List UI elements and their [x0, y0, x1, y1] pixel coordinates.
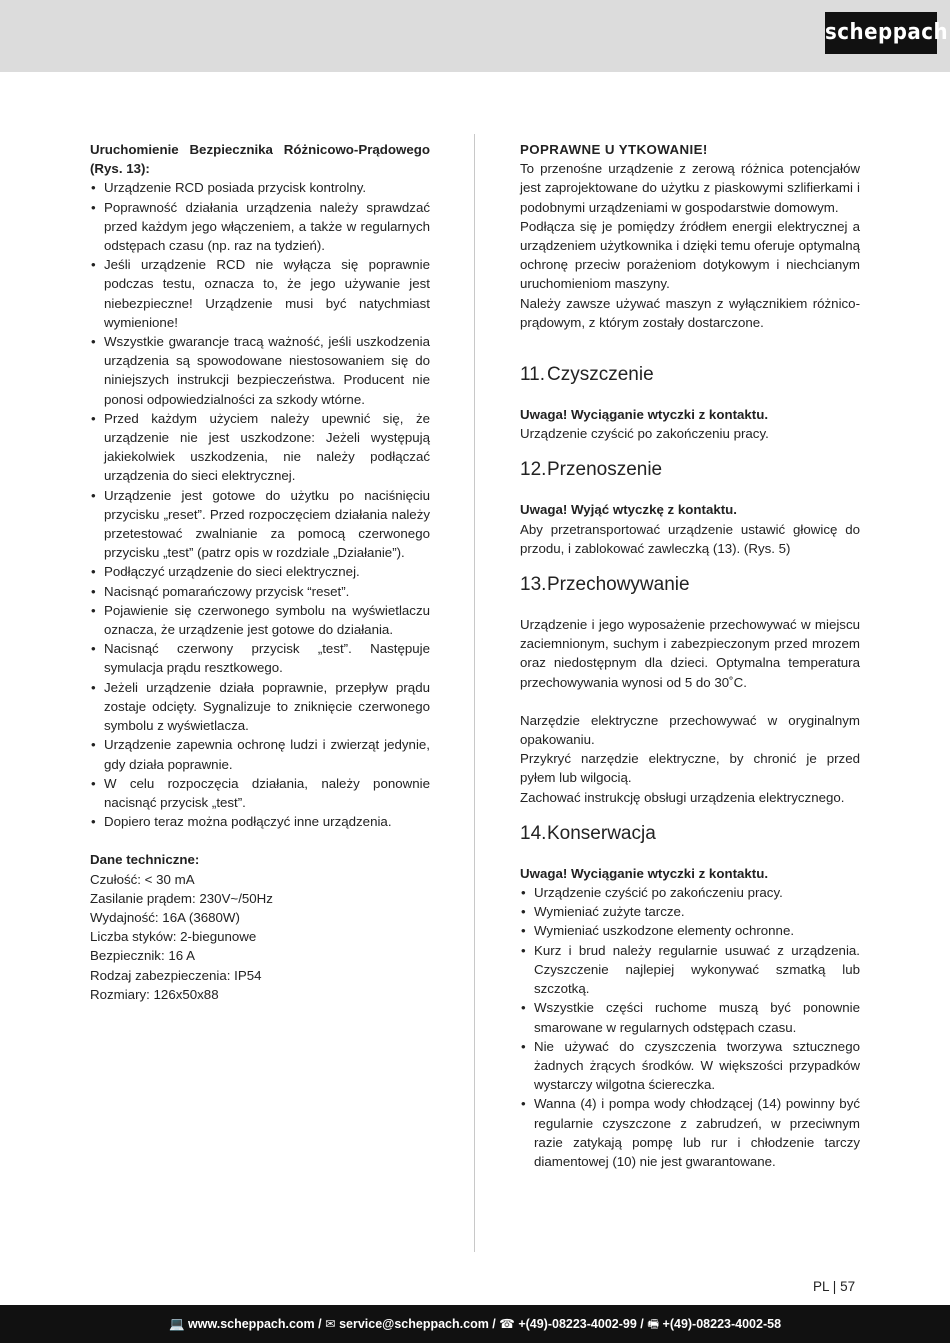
list-item: • Wszystkie części ruchome muszą być ponownie smarowane w regularnych odstępach czasu. — [520, 998, 860, 1036]
tech-spec-line: Bezpiecznik: 16 A — [90, 948, 195, 964]
list-item: • Wymieniać uszkodzone elementy ochronne. — [520, 921, 860, 940]
body-text: Przykryć narzędzie elektryczne, by chronić je przed pyłem lub wilgocią. — [520, 751, 860, 786]
tech-spec-line: Liczba styków: 2-biegunowe — [90, 929, 257, 945]
body-text: Urządzenie czyścić po zakończeniu pracy. — [520, 426, 769, 442]
list-item: • Nie używać do czyszczenia tworzywa sztucznego żadnych żrących środków. W większości przypadków wystarczy wilgotna ściereczka. — [520, 1037, 860, 1095]
list-item: • Urządzenie zapewnia ochronę ludzi i zwierząt jedynie, gdy działa poprawnie. — [90, 735, 430, 773]
tech-spec-line: Czułość: < 30 mA — [90, 871, 195, 887]
footer-bar — [0, 1305, 950, 1343]
fax-icon: 🖷 — [647, 1317, 660, 1331]
column-divider — [474, 134, 475, 1252]
website-link[interactable]: www.scheppach.com — [188, 1317, 315, 1331]
page-number — [813, 1279, 855, 1294]
list-item: • Urządzenie czyścić po zakończeniu pracy. — [520, 883, 860, 902]
section-number: 14. — [520, 822, 547, 844]
list-item: • Podłączyć urządzenie do sieci elektrycznej. — [90, 562, 430, 581]
email-link[interactable]: service@scheppach.com — [339, 1317, 489, 1331]
list-item: • Dopiero teraz można podłączyć inne urządzenia. — [90, 812, 430, 831]
tech-spec-line: Zasilanie prądem: 230V~/50Hz — [90, 890, 273, 906]
section-title: Konserwacja — [547, 822, 656, 844]
body-text: Narzędzie elektryczne przechowywać w oryginalnym opakowaniu. — [520, 712, 860, 748]
page-number-value: 57 — [840, 1279, 856, 1294]
warning-text: Uwaga! Wyciąganie wtyczki z kontaktu. — [520, 865, 769, 881]
list-item: • Wszystkie gwarancje tracą ważność, jeśli uszkodzenia urządzenia są spowodowane niestosowaniem się do niniejszych instrukcji bezpieczeństwa. Producent nie ponosi odpowiedzialności za szkody wtórne. — [90, 332, 430, 409]
body-text: Aby przetransportować urządzenie ustawić głowicę do przodu, i zablokować zawleczką (13). (Rys. 5) — [520, 521, 860, 556]
list-item: • Urządzenie jest gotowe do użytku po naciśnięciu przycisku „reset”. Przed rozpoczęciem działania należy przetestować zwalnianie za pomocą czerwonego przycisku „test” (patrz opis w rozdziale „Działanie”). — [90, 486, 430, 563]
list-item: • Wanna (4) i pompa wody chłodzącej (14) powinny być regularnie czyszczone z zabrudzeń, w przeciwnym razie zatykają pompę lub rur i chłodzenie tarczy diamentowej (10) nie jest gwarantowane. — [520, 1094, 860, 1171]
telephone-icon: ☎ — [499, 1317, 515, 1331]
footer-separator: / — [488, 1317, 500, 1331]
section-title: Przechowywanie — [547, 574, 690, 596]
warning-text: Uwaga! Wyciąganie wtyczki z kontaktu. — [520, 407, 769, 423]
section-number: 12. — [520, 459, 547, 481]
proper-use-paragraph: To przenośne urządzenie z zerową różnica potencjałów jest zaprojektowane do użytku z piaskowymi szlifierkami i podobnymi urządzeniami w gospodarstwie domowym. — [520, 161, 860, 215]
computer-icon: 💻 — [168, 1317, 185, 1331]
proper-use-paragraph: Podłącza się je pomiędzy źródłem energii elektrycznej a urządzeniem użytkownika i dzięki temu oferuje optymalną ochronę przeciw porażeniom dotykowym i niechcianym uruchomieniom maszyny. — [520, 218, 860, 292]
list-item: • Urządzenie RCD posiada przycisk kontrolny. — [90, 178, 430, 197]
section-title: Przenoszenie — [547, 459, 663, 481]
section-number: 13. — [520, 574, 547, 596]
footer-separator: / — [314, 1317, 326, 1331]
rcd-list — [90, 178, 430, 831]
fax-number: +(49)-08223-4002-58 — [662, 1317, 782, 1331]
list-item: • Jeśli urządzenie RCD nie wyłącza się poprawnie podczas testu, oznacza to, że jego używanie jest niebezpieczne! Urządzenie musi być natychmiast wymienione! — [90, 255, 430, 332]
language-code: PL — [813, 1279, 830, 1294]
phone-number: +(49)-08223-4002-99 — [518, 1317, 637, 1331]
section-title: Czyszczenie — [547, 364, 654, 386]
page-separator: | — [832, 1279, 837, 1294]
warning-text: Uwaga! Wyjąć wtyczkę z kontaktu. — [520, 502, 738, 518]
section-number: 11. — [520, 364, 546, 386]
section-heading-storage — [520, 574, 860, 596]
body-text: Zachować instrukcję obsługi urządzenia elektrycznego. — [520, 789, 845, 805]
section-heading-transport — [520, 459, 860, 481]
tech-spec-line: Rozmiary: 126x50x88 — [90, 986, 219, 1002]
tech-spec-line: Wydajność: 16A (3680W) — [90, 909, 240, 925]
list-item: • Przed każdym użyciem należy upewnić się, że urządzenie nie jest uszkodzone: Jeżeli występują jakiekolwiek uszkodzenia, nie należy podłączać urządzenia do sieci elektrycznej. — [90, 409, 430, 486]
right-column — [520, 140, 860, 1171]
header-band — [0, 0, 950, 72]
list-item: • Nacisnąć pomarańczowy przycisk “reset”. — [90, 582, 430, 601]
list-item: • Pojawienie się czerwonego symbolu na wyświetlaczu oznacza, że urządzenie jest gotowe do działania. — [90, 601, 430, 639]
list-item: • Kurz i brud należy regularnie usuwać z urządzenia. Czyszczenie najlepiej wykonywać szmatką lub szczotką. — [520, 941, 860, 999]
proper-use-paragraph: Należy zawsze używać maszyn z wyłącznikiem różnico-prądowym, z którym zostały dostarczone. — [520, 295, 860, 330]
tech-spec-line: Rodzaj zabezpieczenia: IP54 — [90, 967, 262, 983]
list-item: • Nacisnąć czerwony przycisk „test”. Następuje symulacja prądu resztkowego. — [90, 639, 430, 677]
section-heading-cleaning — [520, 364, 860, 386]
section-heading-maintenance — [520, 823, 860, 845]
list-item: • Wymieniać zużyte tarcze. — [520, 902, 860, 921]
list-item: • Jeżeli urządzenie działa poprawnie, przepływ prądu zostaje odcięty. Sygnalizuje to zniknięcie czerwonego symbolu z wyświetlacza. — [90, 678, 430, 736]
body-text: Urządzenie i jego wyposażenie przechowywać w miejscu zaciemnionym, suchym i zabezpieczonym przed mrozem oraz niedostępnym dla dzieci. Optymalna temperatura przechowywania wynosi od 5 do 30˚C. — [520, 617, 860, 690]
proper-use-heading: POPRAWNE U YTKOWANIE! — [520, 142, 708, 157]
envelope-icon: ✉ — [325, 1317, 336, 1331]
list-item: • Poprawność działania urządzenia należy sprawdzać przed każdym jego włączeniem, a także w regularnych odstępach czasu (np. raz na tydzień). — [90, 198, 430, 256]
footer-separator: / — [636, 1317, 648, 1331]
scheppach-logo: scheppach — [825, 12, 937, 54]
tech-data-heading: Dane techniczne: — [90, 852, 200, 868]
left-column — [90, 140, 430, 1004]
maintenance-list — [520, 883, 860, 1171]
rcd-heading: Uruchomienie Bezpiecznika Różnicowo-Prądowego (Rys. 13): — [90, 142, 430, 177]
list-item: • W celu rozpoczęcia działania, należy ponownie nacisnąć przycisk „test”. — [90, 774, 430, 812]
